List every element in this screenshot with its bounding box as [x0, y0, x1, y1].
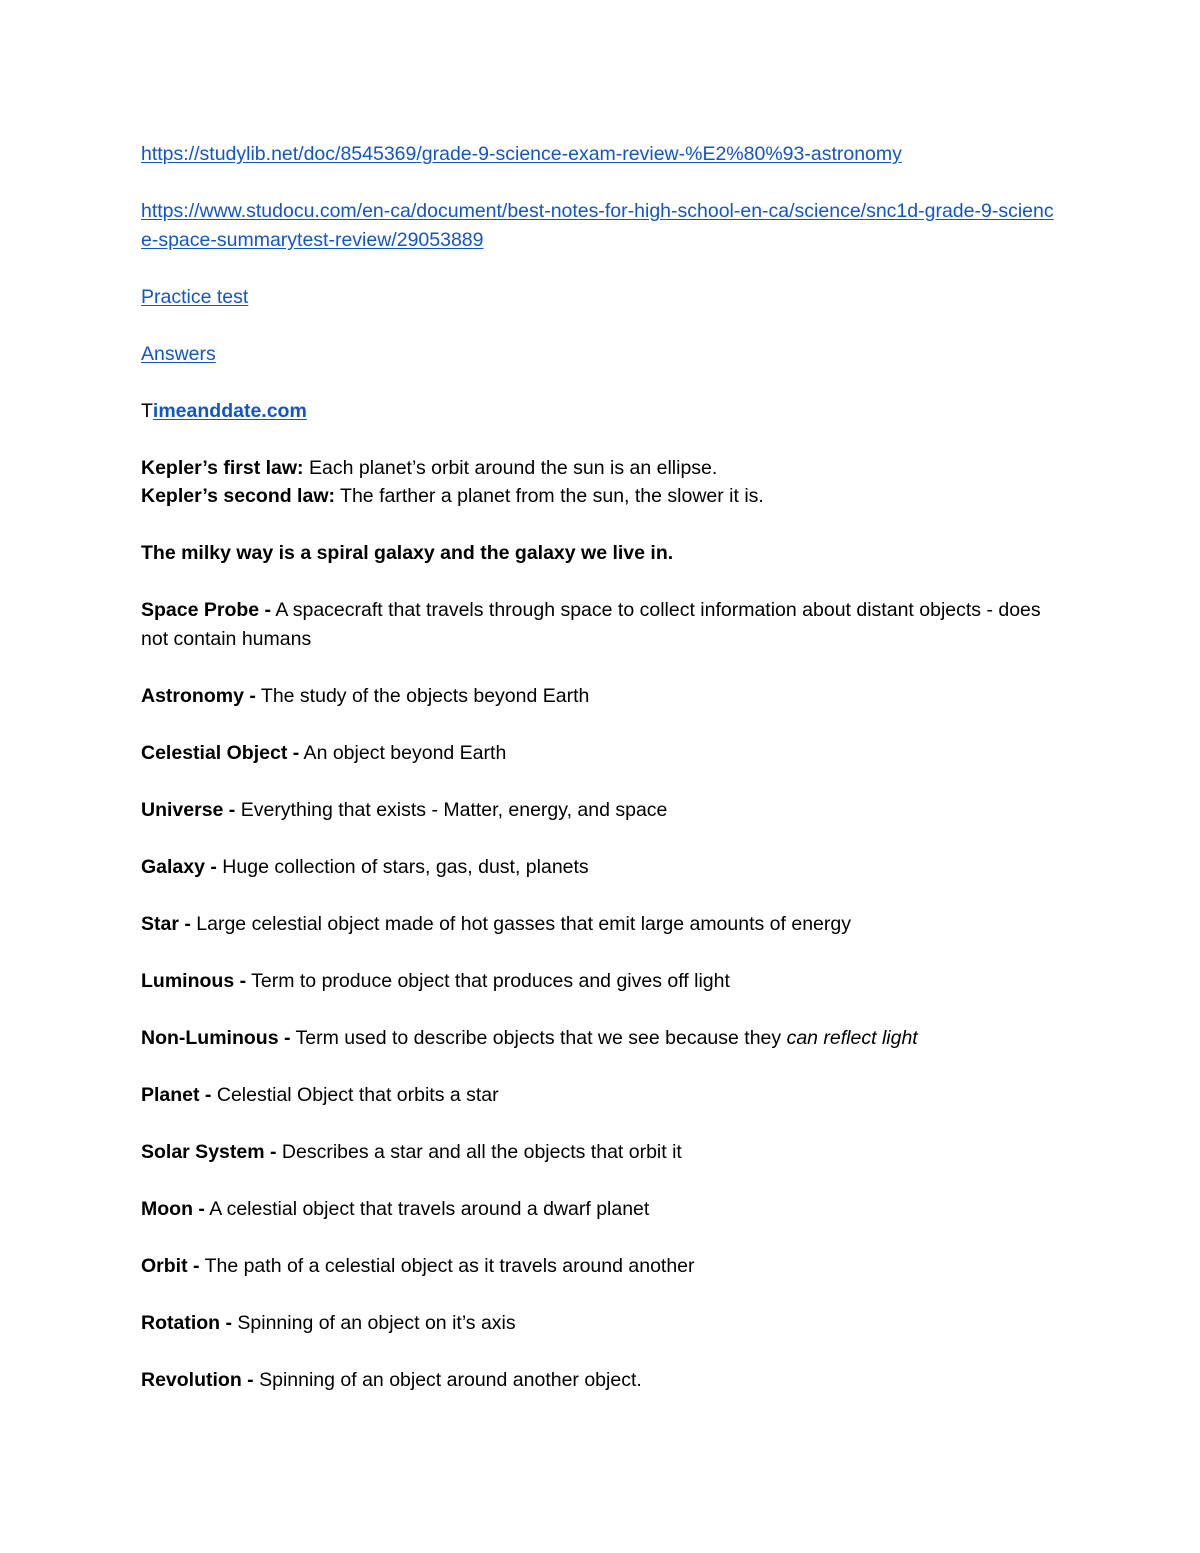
- definition-space-probe: [141, 596, 1061, 653]
- definition-planet: [141, 1081, 1061, 1110]
- studylib-link[interactable]: https://studylib.net/doc/8545369/grade-9-science-exam-review-%E2%80%93-astronomy: [141, 143, 902, 165]
- definition-text: A spacecraft that travels through space to collect information about distant objects - does not contain humans: [141, 599, 1041, 650]
- definition-term: Non-Luminous -: [141, 1026, 291, 1049]
- definition-text: Spinning of an object around another object.: [253, 1368, 642, 1391]
- definition-celestial-object: [141, 739, 1061, 768]
- definition-term: Space Probe -: [141, 599, 272, 621]
- definition-text: A celestial object that travels around a dwarf planet: [204, 1197, 650, 1220]
- definition-term: Universe -: [141, 798, 236, 821]
- studocu-paragraph: [141, 197, 1061, 254]
- definition-term: Planet -: [141, 1083, 212, 1106]
- definition-text: Large celestial object made of hot gasses that emit large amounts of energy: [190, 912, 851, 935]
- definition-term: Orbit -: [141, 1254, 200, 1277]
- kepler-second-law: [141, 482, 1061, 511]
- definition-text: Term used to describe objects that we see because they: [290, 1026, 787, 1049]
- definition-solar-system: [141, 1138, 1061, 1167]
- definition-term: Celestial Object -: [141, 741, 300, 764]
- definition-term: Solar System -: [141, 1140, 277, 1163]
- definition-text: The path of a celestial object as it travels around another: [199, 1254, 695, 1277]
- definition-italic-text: can reflect light: [786, 1026, 918, 1049]
- definition-text: Spinning of an object on it’s axis: [231, 1311, 516, 1334]
- definition-text: Term to produce object that produces and gives off light: [246, 969, 730, 992]
- definition-text: Describes a star and all the objects that orbit it: [276, 1140, 682, 1163]
- definition-rotation: [141, 1309, 1061, 1338]
- definition-non-luminous: [141, 1024, 1061, 1053]
- kepler-first-law-term: Kepler’s first law:: [141, 456, 304, 479]
- definition-revolution: [141, 1366, 1061, 1395]
- studocu-link[interactable]: https://www.studocu.com/en-ca/document/best-notes-for-high-school-en-ca/science/snc1d-grade-9-science-space-summarytest-review/29053889: [141, 200, 1054, 251]
- definition-text: Celestial Object that orbits a star: [211, 1083, 499, 1106]
- definition-term: Galaxy -: [141, 855, 217, 878]
- studylib-paragraph: [141, 140, 1061, 169]
- kepler-second-law-term: Kepler’s second law:: [141, 485, 335, 507]
- timeanddate-prefix: T: [141, 399, 153, 422]
- definition-star: [141, 910, 1061, 939]
- practice-test-link[interactable]: Practice test: [141, 285, 249, 308]
- kepler-first-law: [141, 454, 1061, 483]
- definition-text: The study of the objects beyond Earth: [255, 684, 590, 707]
- definition-galaxy: [141, 853, 1061, 882]
- definition-astronomy: [141, 682, 1061, 711]
- definition-term: Astronomy -: [141, 684, 256, 707]
- definition-term: Moon -: [141, 1197, 205, 1220]
- definition-text: Huge collection of stars, gas, dust, planets: [216, 855, 589, 878]
- definition-term: Luminous -: [141, 969, 247, 992]
- definition-luminous: [141, 967, 1061, 996]
- milky-way-statement: [141, 539, 1061, 568]
- answers-link[interactable]: Answers: [141, 342, 216, 365]
- definition-orbit: [141, 1252, 1061, 1281]
- milky-way-text: The milky way is a spiral galaxy and the galaxy we live in.: [141, 542, 674, 564]
- practice-test-paragraph: [141, 283, 1061, 312]
- definition-text: Everything that exists - Matter, energy, and space: [235, 798, 668, 821]
- definition-term: Star -: [141, 912, 191, 935]
- definition-text: An object beyond Earth: [299, 741, 507, 764]
- definition-universe: [141, 796, 1061, 825]
- timeanddate-link[interactable]: imeanddate.com: [152, 399, 307, 422]
- definition-term: Rotation -: [141, 1311, 232, 1334]
- kepler-second-law-text: The farther a planet from the sun, the slower it is.: [334, 485, 764, 507]
- kepler-first-law-text: Each planet’s orbit around the sun is an ellipse.: [303, 456, 718, 479]
- timeanddate-paragraph: [141, 397, 1061, 426]
- definition-term: Revolution -: [141, 1368, 254, 1391]
- answers-paragraph: [141, 340, 1061, 369]
- document-body: [141, 140, 1061, 1423]
- definition-moon: [141, 1195, 1061, 1224]
